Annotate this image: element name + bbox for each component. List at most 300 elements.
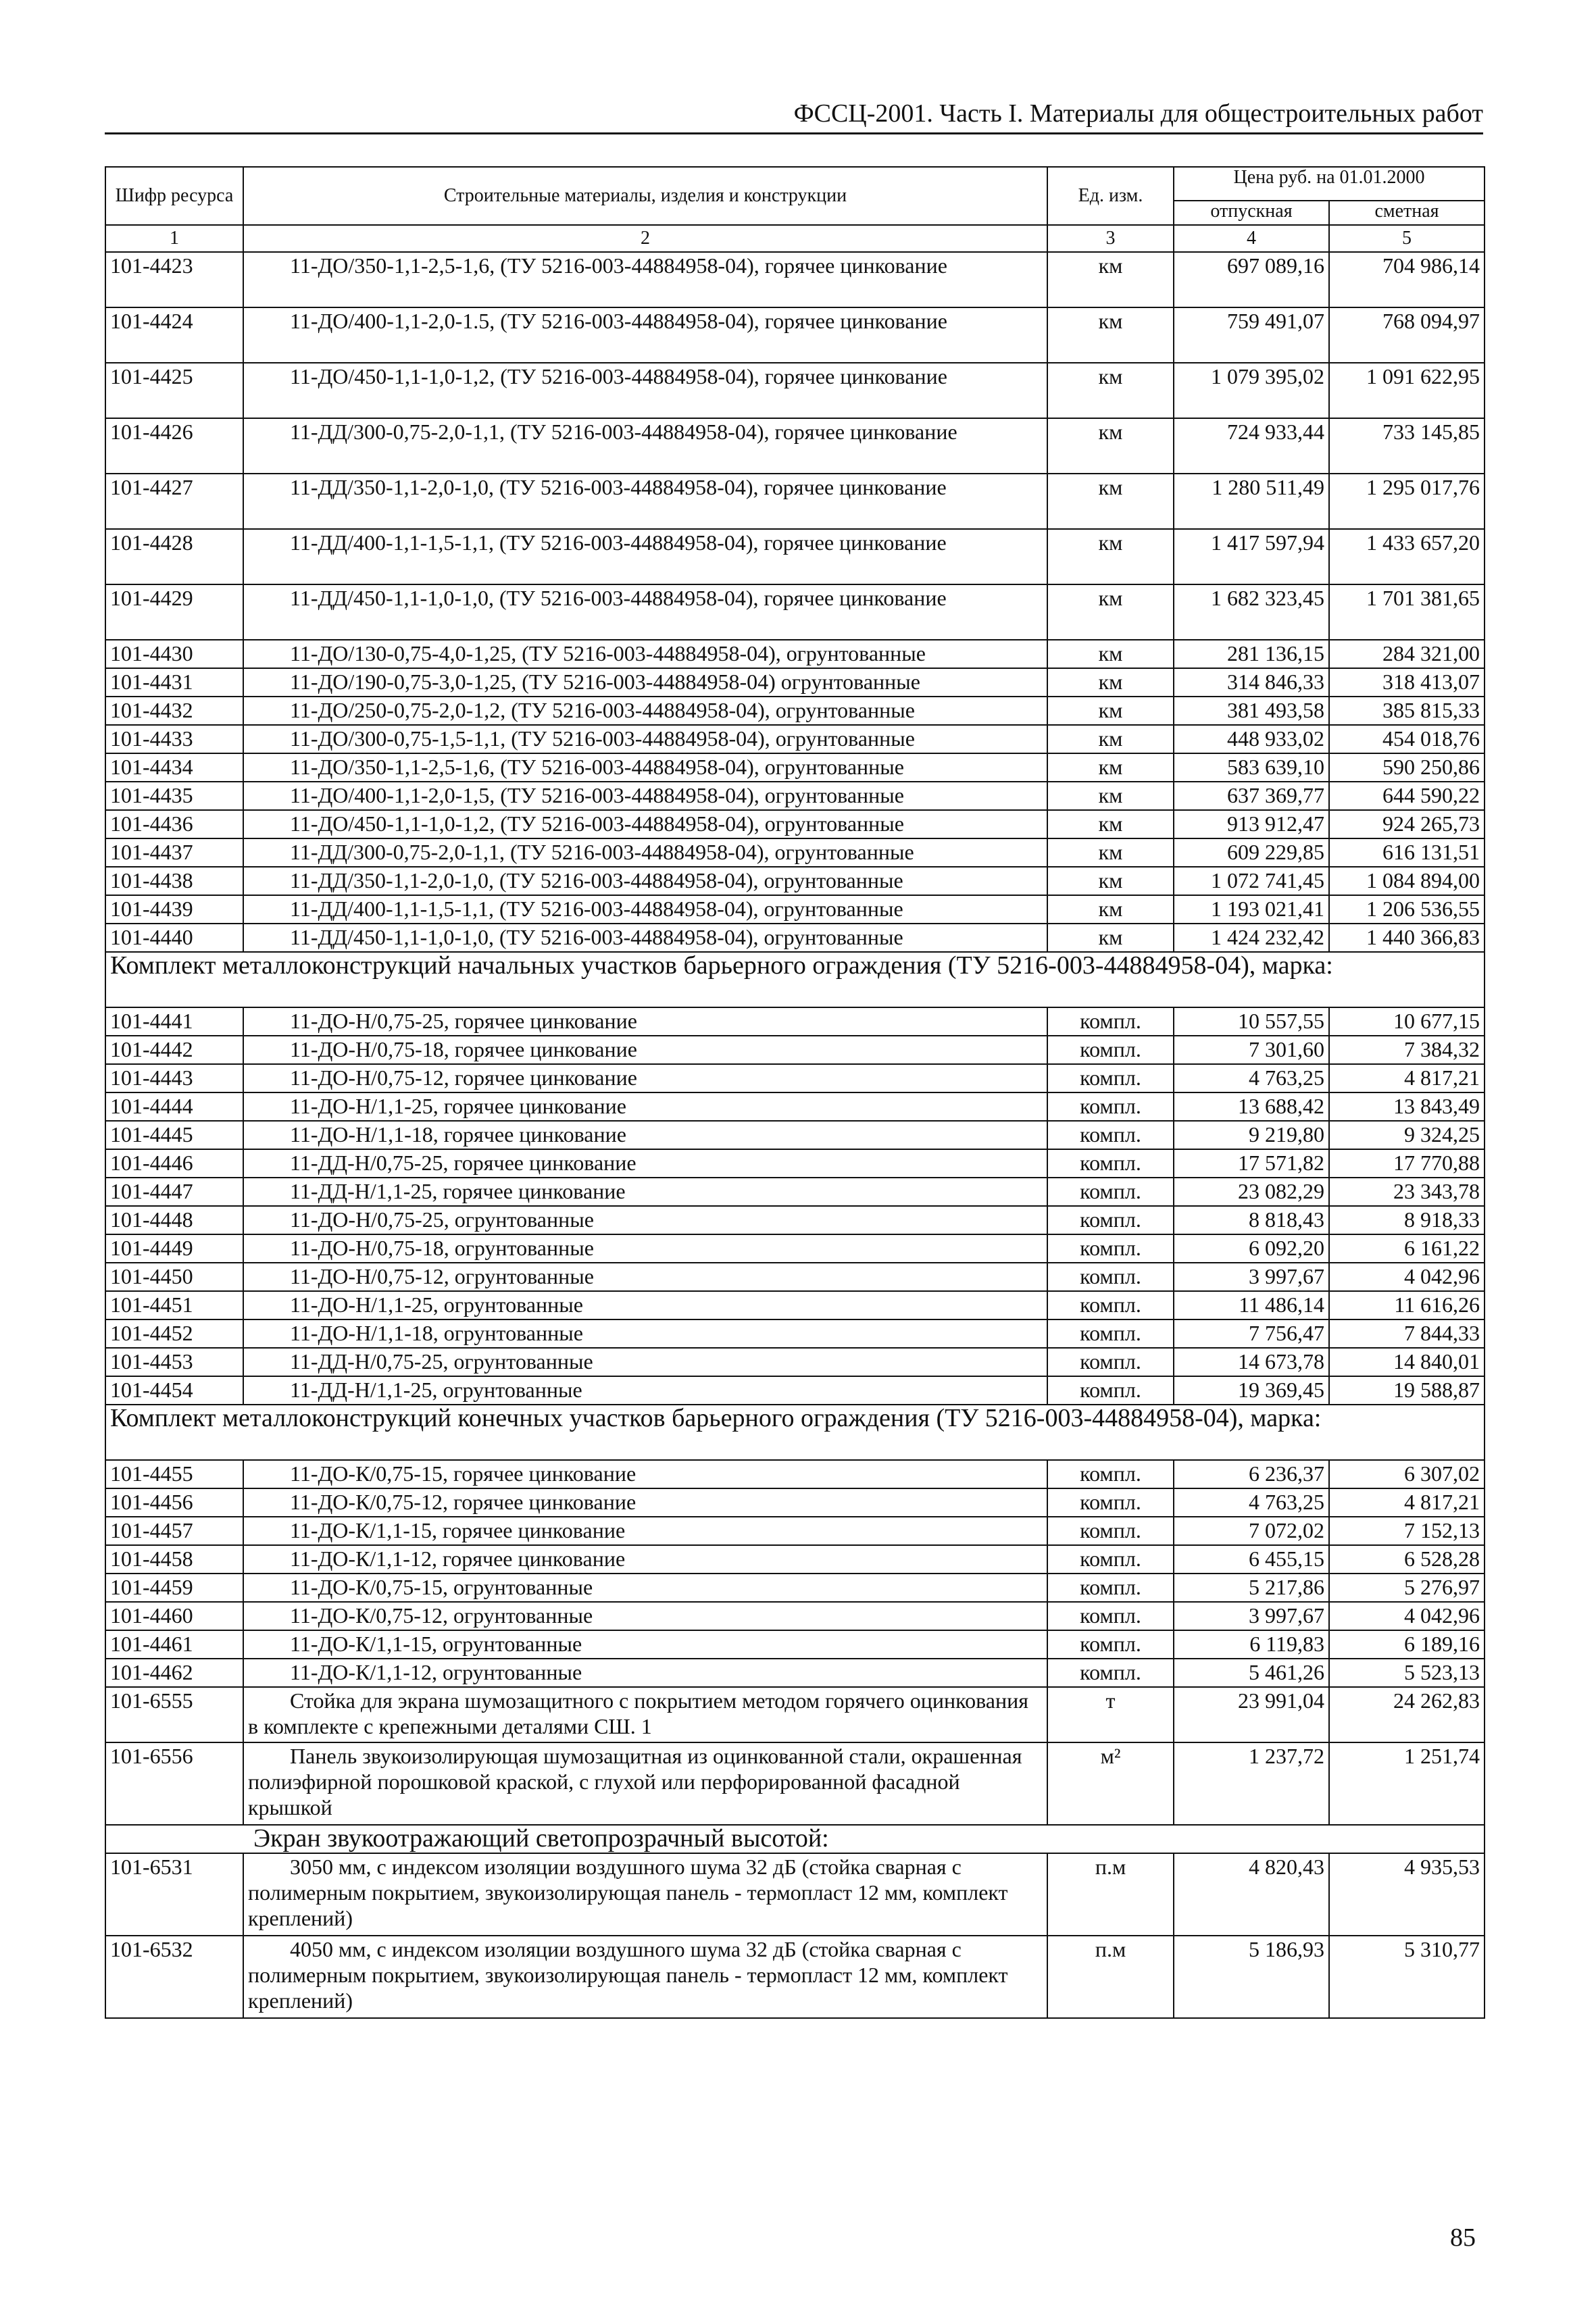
resource-code: 101-4435 bbox=[105, 782, 243, 810]
wholesale-price: 6 455,15 bbox=[1174, 1545, 1329, 1574]
table-row bbox=[105, 867, 1485, 895]
material-name bbox=[243, 418, 1047, 474]
wholesale-price: 281 136,15 bbox=[1174, 640, 1329, 668]
estimate-price: 10 677,15 bbox=[1329, 1007, 1485, 1036]
material-name-text: 11-ДО/300-0,75-1,5-1,1, (ТУ 5216-003-44884958-04), огрунтованные bbox=[290, 726, 915, 751]
group-title: Экран звукоотражающий светопрозрачный высотой: bbox=[105, 1825, 1485, 1853]
wholesale-price: 5 186,93 bbox=[1174, 1936, 1329, 2018]
page-title: ФССЦ-2001. Часть I. Материалы для общестроительных работ bbox=[793, 99, 1483, 128]
wholesale-price: 4 763,25 bbox=[1174, 1488, 1329, 1517]
resource-code: 101-4453 bbox=[105, 1348, 243, 1376]
estimate-price: 9 324,25 bbox=[1329, 1121, 1485, 1149]
unit-cell: компл. bbox=[1047, 1092, 1174, 1121]
material-name bbox=[243, 697, 1047, 725]
wholesale-price: 448 933,02 bbox=[1174, 725, 1329, 753]
unit-cell: компл. bbox=[1047, 1036, 1174, 1064]
estimate-price: 1 084 894,00 bbox=[1329, 867, 1485, 895]
wholesale-price: 19 369,45 bbox=[1174, 1376, 1329, 1405]
table-row bbox=[105, 1517, 1485, 1545]
table-row bbox=[105, 529, 1485, 584]
table-row bbox=[105, 668, 1485, 697]
resource-code: 101-4441 bbox=[105, 1007, 243, 1036]
estimate-price: 1 701 381,65 bbox=[1329, 584, 1485, 640]
table-row bbox=[105, 363, 1485, 418]
material-name-text: 11-ДД-Н/1,1-25, огрунтованные bbox=[290, 1378, 582, 1402]
wholesale-price: 17 571,82 bbox=[1174, 1149, 1329, 1178]
wholesale-price: 23 991,04 bbox=[1174, 1687, 1329, 1742]
estimate-price: 1 433 657,20 bbox=[1329, 529, 1485, 584]
estimate-price: 590 250,86 bbox=[1329, 753, 1485, 782]
material-name bbox=[243, 584, 1047, 640]
material-name bbox=[243, 1234, 1047, 1263]
resource-code: 101-4443 bbox=[105, 1064, 243, 1092]
material-name bbox=[243, 1574, 1047, 1602]
resource-code: 101-6532 bbox=[105, 1936, 243, 2018]
table-row bbox=[105, 1178, 1485, 1206]
material-name bbox=[243, 1517, 1047, 1545]
resource-code: 101-4426 bbox=[105, 418, 243, 474]
wholesale-price: 11 486,14 bbox=[1174, 1291, 1329, 1319]
group-title: Комплект металлоконструкций конечных участков барьерного ограждения (ТУ 5216-003-44884958-04), марка: bbox=[105, 1405, 1485, 1460]
estimate-price: 6 161,22 bbox=[1329, 1234, 1485, 1263]
unit-cell: компл. bbox=[1047, 1659, 1174, 1687]
table-row bbox=[105, 474, 1485, 529]
unit-cell: компл. bbox=[1047, 1574, 1174, 1602]
material-name-text: 11-ДО-К/0,75-12, горячее цинкование bbox=[290, 1490, 637, 1514]
resource-code: 101-4442 bbox=[105, 1036, 243, 1064]
material-name bbox=[243, 1687, 1047, 1742]
unit-cell: км bbox=[1047, 668, 1174, 697]
resource-code: 101-4452 bbox=[105, 1319, 243, 1348]
unit-cell: компл. bbox=[1047, 1263, 1174, 1291]
table-row bbox=[105, 584, 1485, 640]
table-row bbox=[105, 753, 1485, 782]
estimate-price: 6 528,28 bbox=[1329, 1545, 1485, 1574]
wholesale-price: 7 756,47 bbox=[1174, 1319, 1329, 1348]
estimate-price: 4 935,53 bbox=[1329, 1853, 1485, 1936]
unit-cell: компл. bbox=[1047, 1234, 1174, 1263]
resource-code: 101-6556 bbox=[105, 1742, 243, 1825]
material-name-text: 11-ДО-Н/0,75-12, огрунтованные bbox=[290, 1264, 594, 1288]
material-name bbox=[243, 924, 1047, 952]
table-row bbox=[105, 1460, 1485, 1488]
wholesale-price: 8 818,43 bbox=[1174, 1206, 1329, 1234]
resource-code: 101-4430 bbox=[105, 640, 243, 668]
table-row bbox=[105, 1348, 1485, 1376]
material-name bbox=[243, 753, 1047, 782]
header-wholesale: отпускная bbox=[1174, 201, 1329, 225]
table-row bbox=[105, 1574, 1485, 1602]
unit-cell: км bbox=[1047, 252, 1174, 307]
estimate-price: 7 152,13 bbox=[1329, 1517, 1485, 1545]
estimate-price: 4 042,96 bbox=[1329, 1263, 1485, 1291]
column-number: 2 bbox=[243, 225, 1047, 252]
estimate-price: 13 843,49 bbox=[1329, 1092, 1485, 1121]
material-name bbox=[243, 1348, 1047, 1376]
table-row bbox=[105, 1630, 1485, 1659]
wholesale-price: 9 219,80 bbox=[1174, 1121, 1329, 1149]
material-name bbox=[243, 838, 1047, 867]
resource-code: 101-4455 bbox=[105, 1460, 243, 1488]
wholesale-price: 4 763,25 bbox=[1174, 1064, 1329, 1092]
table-row bbox=[105, 1234, 1485, 1263]
resource-code: 101-4456 bbox=[105, 1488, 243, 1517]
estimate-price: 7 844,33 bbox=[1329, 1319, 1485, 1348]
wholesale-price: 6 092,20 bbox=[1174, 1234, 1329, 1263]
estimate-price: 454 018,76 bbox=[1329, 725, 1485, 753]
resource-code: 101-4431 bbox=[105, 668, 243, 697]
material-name bbox=[243, 668, 1047, 697]
table-row bbox=[105, 1036, 1485, 1064]
estimate-price: 1 251,74 bbox=[1329, 1742, 1485, 1825]
group-header-row bbox=[105, 1825, 1485, 1853]
header-unit: Ед. изм. bbox=[1047, 167, 1174, 225]
material-name-text: 11-ДО-К/0,75-15, огрунтованные bbox=[290, 1575, 593, 1599]
unit-cell: компл. bbox=[1047, 1291, 1174, 1319]
table-row bbox=[105, 307, 1485, 363]
resource-code: 101-4450 bbox=[105, 1263, 243, 1291]
group-header-row bbox=[105, 952, 1485, 1007]
resource-code: 101-4458 bbox=[105, 1545, 243, 1574]
estimate-price: 1 440 366,83 bbox=[1329, 924, 1485, 952]
material-name-text: Панель звукоизолирующая шумозащитная из оцинкованной стали, окрашенная полиэфирной порошковой краской, с глухой или перфорированной фасадной крышкой bbox=[248, 1744, 1022, 1819]
resource-code: 101-4425 bbox=[105, 363, 243, 418]
unit-cell: км bbox=[1047, 782, 1174, 810]
material-name-text: 11-ДО-Н/1,1-18, огрунтованные bbox=[290, 1321, 583, 1345]
table-row bbox=[105, 1742, 1485, 1825]
resource-code: 101-4433 bbox=[105, 725, 243, 753]
material-name-text: 11-ДО-Н/0,75-18, огрунтованные bbox=[290, 1236, 594, 1260]
unit-cell: т bbox=[1047, 1687, 1174, 1742]
unit-cell: п.м bbox=[1047, 1936, 1174, 2018]
table-row bbox=[105, 1602, 1485, 1630]
header-price-group: Цена руб. на 01.01.2000 bbox=[1174, 167, 1485, 201]
table-row bbox=[105, 895, 1485, 924]
material-name-text: 11-ДД-Н/1,1-25, горячее цинкование bbox=[290, 1179, 626, 1203]
header-cipher: Шифр ресурса bbox=[105, 167, 243, 225]
resource-code: 101-4454 bbox=[105, 1376, 243, 1405]
material-name-text: 11-ДД/400-1,1-1,5-1,1, (ТУ 5216-003-44884958-04), огрунтованные bbox=[290, 897, 903, 921]
unit-cell: км bbox=[1047, 924, 1174, 952]
estimate-price: 11 616,26 bbox=[1329, 1291, 1485, 1319]
material-name bbox=[243, 252, 1047, 307]
estimate-price: 644 590,22 bbox=[1329, 782, 1485, 810]
resource-code: 101-4457 bbox=[105, 1517, 243, 1545]
estimate-price: 6 307,02 bbox=[1329, 1460, 1485, 1488]
unit-cell: м² bbox=[1047, 1742, 1174, 1825]
wholesale-price: 1 237,72 bbox=[1174, 1742, 1329, 1825]
estimate-price: 7 384,32 bbox=[1329, 1036, 1485, 1064]
unit-cell: км bbox=[1047, 418, 1174, 474]
wholesale-price: 609 229,85 bbox=[1174, 838, 1329, 867]
material-name bbox=[243, 725, 1047, 753]
unit-cell: км bbox=[1047, 640, 1174, 668]
table-row bbox=[105, 1121, 1485, 1149]
material-name bbox=[243, 1121, 1047, 1149]
page-header bbox=[105, 93, 1483, 134]
table-row bbox=[105, 782, 1485, 810]
table-row bbox=[105, 1853, 1485, 1936]
table-row bbox=[105, 725, 1485, 753]
estimate-price: 24 262,83 bbox=[1329, 1687, 1485, 1742]
unit-cell: км bbox=[1047, 529, 1174, 584]
material-name bbox=[243, 1936, 1047, 2018]
material-name bbox=[243, 1545, 1047, 1574]
wholesale-price: 759 491,07 bbox=[1174, 307, 1329, 363]
material-name-text: 11-ДО-Н/1,1-25, огрунтованные bbox=[290, 1292, 583, 1317]
wholesale-price: 6 119,83 bbox=[1174, 1630, 1329, 1659]
resource-code: 101-4461 bbox=[105, 1630, 243, 1659]
unit-cell: компл. bbox=[1047, 1517, 1174, 1545]
column-number: 3 bbox=[1047, 225, 1174, 252]
table-row bbox=[105, 1263, 1485, 1291]
wholesale-price: 381 493,58 bbox=[1174, 697, 1329, 725]
unit-cell: км bbox=[1047, 725, 1174, 753]
estimate-price: 284 321,00 bbox=[1329, 640, 1485, 668]
material-name-text: 11-ДО/350-1,1-2,5-1,6, (ТУ 5216-003-44884958-04), горячее цинкование bbox=[290, 253, 947, 278]
wholesale-price: 14 673,78 bbox=[1174, 1348, 1329, 1376]
estimate-price: 318 413,07 bbox=[1329, 668, 1485, 697]
resource-code: 101-4438 bbox=[105, 867, 243, 895]
estimate-price: 733 145,85 bbox=[1329, 418, 1485, 474]
material-name-text: 11-ДД-Н/0,75-25, огрунтованные bbox=[290, 1349, 593, 1374]
wholesale-price: 4 820,43 bbox=[1174, 1853, 1329, 1936]
wholesale-price: 5 217,86 bbox=[1174, 1574, 1329, 1602]
material-name-text: 11-ДД/350-1,1-2,0-1,0, (ТУ 5216-003-44884958-04), горячее цинкование bbox=[290, 475, 947, 499]
wholesale-price: 13 688,42 bbox=[1174, 1092, 1329, 1121]
wholesale-price: 697 089,16 bbox=[1174, 252, 1329, 307]
header-estimate: сметная bbox=[1329, 201, 1485, 225]
unit-cell: компл. bbox=[1047, 1376, 1174, 1405]
wholesale-price: 23 082,29 bbox=[1174, 1178, 1329, 1206]
material-name-text: 4050 мм, с индексом изоляции воздушного шума 32 дБ (стойка сварная с полимерным покрытием, звукоизолирующая панель - термопласт 12 мм, комплект креплений) bbox=[248, 1937, 1008, 2013]
unit-cell: компл. bbox=[1047, 1630, 1174, 1659]
estimate-price: 4 042,96 bbox=[1329, 1602, 1485, 1630]
resource-code: 101-4439 bbox=[105, 895, 243, 924]
material-name-text: 11-ДД/450-1,1-1,0-1,0, (ТУ 5216-003-44884958-04), горячее цинкование bbox=[290, 586, 947, 610]
material-name bbox=[243, 1488, 1047, 1517]
estimate-price: 5 523,13 bbox=[1329, 1659, 1485, 1687]
table-row bbox=[105, 418, 1485, 474]
unit-cell: компл. bbox=[1047, 1007, 1174, 1036]
resource-code: 101-4451 bbox=[105, 1291, 243, 1319]
material-name bbox=[243, 810, 1047, 838]
wholesale-price: 1 424 232,42 bbox=[1174, 924, 1329, 952]
material-name bbox=[243, 1376, 1047, 1405]
wholesale-price: 5 461,26 bbox=[1174, 1659, 1329, 1687]
material-name bbox=[243, 1092, 1047, 1121]
estimate-price: 1 206 536,55 bbox=[1329, 895, 1485, 924]
resource-code: 101-4448 bbox=[105, 1206, 243, 1234]
material-name-text: 11-ДО-К/1,1-12, огрунтованные bbox=[290, 1660, 582, 1684]
material-name-text: 11-ДО/130-0,75-4,0-1,25, (ТУ 5216-003-44884958-04), огрунтованные bbox=[290, 641, 926, 665]
wholesale-price: 7 301,60 bbox=[1174, 1036, 1329, 1064]
material-name bbox=[243, 307, 1047, 363]
resource-code: 101-6555 bbox=[105, 1687, 243, 1742]
table-header-row bbox=[105, 167, 1485, 201]
unit-cell: компл. bbox=[1047, 1348, 1174, 1376]
unit-cell: компл. bbox=[1047, 1545, 1174, 1574]
resource-code: 101-4427 bbox=[105, 474, 243, 529]
table-row bbox=[105, 1488, 1485, 1517]
table-row bbox=[105, 1149, 1485, 1178]
unit-cell: компл. bbox=[1047, 1206, 1174, 1234]
unit-cell: компл. bbox=[1047, 1488, 1174, 1517]
estimate-price: 385 815,33 bbox=[1329, 697, 1485, 725]
material-name bbox=[243, 1149, 1047, 1178]
material-name bbox=[243, 1007, 1047, 1036]
unit-cell: км bbox=[1047, 584, 1174, 640]
estimate-price: 4 817,21 bbox=[1329, 1488, 1485, 1517]
estimate-price: 616 131,51 bbox=[1329, 838, 1485, 867]
unit-cell: км bbox=[1047, 895, 1174, 924]
unit-cell: п.м bbox=[1047, 1853, 1174, 1936]
price-table bbox=[105, 166, 1485, 2019]
material-name bbox=[243, 1659, 1047, 1687]
table-row bbox=[105, 1206, 1485, 1234]
material-name bbox=[243, 867, 1047, 895]
unit-cell: компл. bbox=[1047, 1319, 1174, 1348]
material-name bbox=[243, 363, 1047, 418]
wholesale-price: 1 079 395,02 bbox=[1174, 363, 1329, 418]
material-name bbox=[243, 1319, 1047, 1348]
material-name-text: 11-ДО/190-0,75-3,0-1,25, (ТУ 5216-003-44884958-04) огрунтованные bbox=[290, 670, 920, 694]
material-name-text: 11-ДД/300-0,75-2,0-1,1, (ТУ 5216-003-44884958-04), огрунтованные bbox=[290, 840, 914, 864]
material-name-text: 11-ДО/250-0,75-2,0-1,2, (ТУ 5216-003-44884958-04), огрунтованные bbox=[290, 698, 915, 722]
estimate-price: 19 588,87 bbox=[1329, 1376, 1485, 1405]
material-name bbox=[243, 1742, 1047, 1825]
wholesale-price: 10 557,55 bbox=[1174, 1007, 1329, 1036]
estimate-price: 924 265,73 bbox=[1329, 810, 1485, 838]
material-name-text: 11-ДО-Н/0,75-25, горячее цинкование bbox=[290, 1009, 637, 1033]
material-name bbox=[243, 474, 1047, 529]
table-row bbox=[105, 697, 1485, 725]
group-header-row bbox=[105, 1405, 1485, 1460]
unit-cell: компл. bbox=[1047, 1460, 1174, 1488]
material-name-text: Стойка для экрана шумозащитного с покрытием методом горячего оцинкования в комплекте с крепежными деталями СШ. 1 bbox=[248, 1688, 1028, 1738]
resource-code: 101-4428 bbox=[105, 529, 243, 584]
table-row bbox=[105, 1319, 1485, 1348]
table-body bbox=[105, 252, 1485, 2018]
estimate-price: 1 091 622,95 bbox=[1329, 363, 1485, 418]
wholesale-price: 724 933,44 bbox=[1174, 418, 1329, 474]
resource-code: 101-4429 bbox=[105, 584, 243, 640]
unit-cell: компл. bbox=[1047, 1064, 1174, 1092]
estimate-price: 23 343,78 bbox=[1329, 1178, 1485, 1206]
resource-code: 101-4436 bbox=[105, 810, 243, 838]
estimate-price: 8 918,33 bbox=[1329, 1206, 1485, 1234]
material-name-text: 11-ДД/400-1,1-1,5-1,1, (ТУ 5216-003-44884958-04), горячее цинкование bbox=[290, 530, 947, 555]
table-row bbox=[105, 838, 1485, 867]
unit-cell: км bbox=[1047, 474, 1174, 529]
resource-code: 101-4445 bbox=[105, 1121, 243, 1149]
unit-cell: компл. bbox=[1047, 1121, 1174, 1149]
material-name bbox=[243, 1206, 1047, 1234]
estimate-price: 14 840,01 bbox=[1329, 1348, 1485, 1376]
unit-cell: компл. bbox=[1047, 1602, 1174, 1630]
unit-cell: км bbox=[1047, 810, 1174, 838]
wholesale-price: 1 193 021,41 bbox=[1174, 895, 1329, 924]
table-row bbox=[105, 924, 1485, 952]
unit-cell: км bbox=[1047, 838, 1174, 867]
material-name-text: 11-ДО-К/0,75-15, горячее цинкование bbox=[290, 1461, 637, 1486]
table-row bbox=[105, 1092, 1485, 1121]
material-name bbox=[243, 1064, 1047, 1092]
estimate-price: 5 276,97 bbox=[1329, 1574, 1485, 1602]
table-row bbox=[105, 252, 1485, 307]
table-row bbox=[105, 1007, 1485, 1036]
table-row bbox=[105, 1687, 1485, 1742]
estimate-price: 17 770,88 bbox=[1329, 1149, 1485, 1178]
material-name bbox=[243, 1602, 1047, 1630]
column-number: 4 bbox=[1174, 225, 1329, 252]
resource-code: 101-4434 bbox=[105, 753, 243, 782]
column-number: 1 bbox=[105, 225, 243, 252]
material-name-text: 11-ДО-К/1,1-15, огрунтованные bbox=[290, 1632, 582, 1656]
material-name-text: 11-ДО-К/1,1-12, горячее цинкование bbox=[290, 1546, 626, 1571]
estimate-price: 4 817,21 bbox=[1329, 1064, 1485, 1092]
material-name bbox=[243, 1630, 1047, 1659]
column-number-row bbox=[105, 225, 1485, 252]
wholesale-price: 1 682 323,45 bbox=[1174, 584, 1329, 640]
resource-code: 101-4460 bbox=[105, 1602, 243, 1630]
estimate-price: 768 094,97 bbox=[1329, 307, 1485, 363]
wholesale-price: 1 072 741,45 bbox=[1174, 867, 1329, 895]
unit-cell: компл. bbox=[1047, 1178, 1174, 1206]
resource-code: 101-4459 bbox=[105, 1574, 243, 1602]
material-name bbox=[243, 1291, 1047, 1319]
table-row bbox=[105, 640, 1485, 668]
material-name-text: 11-ДД/350-1,1-2,0-1,0, (ТУ 5216-003-44884958-04), огрунтованные bbox=[290, 868, 903, 892]
material-name-text: 11-ДО/450-1,1-1,0-1,2, (ТУ 5216-003-44884958-04), огрунтованные bbox=[290, 811, 904, 836]
resource-code: 101-4462 bbox=[105, 1659, 243, 1687]
resource-code: 101-4449 bbox=[105, 1234, 243, 1263]
unit-cell: км bbox=[1047, 867, 1174, 895]
wholesale-price: 7 072,02 bbox=[1174, 1517, 1329, 1545]
wholesale-price: 314 846,33 bbox=[1174, 668, 1329, 697]
table-row bbox=[105, 1659, 1485, 1687]
material-name-text: 11-ДО-Н/0,75-25, огрунтованные bbox=[290, 1207, 594, 1232]
resource-code: 101-4423 bbox=[105, 252, 243, 307]
group-title: Комплект металлоконструкций начальных участков барьерного ограждения (ТУ 5216-003-44884958-04), марка: bbox=[105, 952, 1485, 1007]
estimate-price: 6 189,16 bbox=[1329, 1630, 1485, 1659]
material-name-text: 11-ДД-Н/0,75-25, горячее цинкование bbox=[290, 1151, 637, 1175]
material-name-text: 3050 мм, с индексом изоляции воздушного шума 32 дБ (стойка сварная с полимерным покрытием, звукоизолирующая панель - термопласт 12 мм, комплект креплений) bbox=[248, 1855, 1008, 1930]
table-row bbox=[105, 810, 1485, 838]
material-name-text: 11-ДО-Н/1,1-18, горячее цинкование bbox=[290, 1122, 626, 1147]
wholesale-price: 1 417 597,94 bbox=[1174, 529, 1329, 584]
material-name-text: 11-ДО-К/1,1-15, горячее цинкование bbox=[290, 1518, 626, 1542]
table-row bbox=[105, 1064, 1485, 1092]
resource-code: 101-6531 bbox=[105, 1853, 243, 1936]
wholesale-price: 583 639,10 bbox=[1174, 753, 1329, 782]
unit-cell: км bbox=[1047, 307, 1174, 363]
unit-cell: км bbox=[1047, 363, 1174, 418]
resource-code: 101-4432 bbox=[105, 697, 243, 725]
unit-cell: км bbox=[1047, 697, 1174, 725]
estimate-price: 5 310,77 bbox=[1329, 1936, 1485, 2018]
wholesale-price: 913 912,47 bbox=[1174, 810, 1329, 838]
unit-cell: компл. bbox=[1047, 1149, 1174, 1178]
material-name-text: 11-ДО/350-1,1-2,5-1,6, (ТУ 5216-003-44884958-04), огрунтованные bbox=[290, 755, 904, 779]
material-name bbox=[243, 1263, 1047, 1291]
wholesale-price: 6 236,37 bbox=[1174, 1460, 1329, 1488]
material-name-text: 11-ДО-Н/1,1-25, горячее цинкование bbox=[290, 1094, 626, 1118]
material-name bbox=[243, 1036, 1047, 1064]
material-name-text: 11-ДО-К/0,75-12, огрунтованные bbox=[290, 1603, 593, 1628]
wholesale-price: 1 280 511,49 bbox=[1174, 474, 1329, 529]
column-number: 5 bbox=[1329, 225, 1485, 252]
